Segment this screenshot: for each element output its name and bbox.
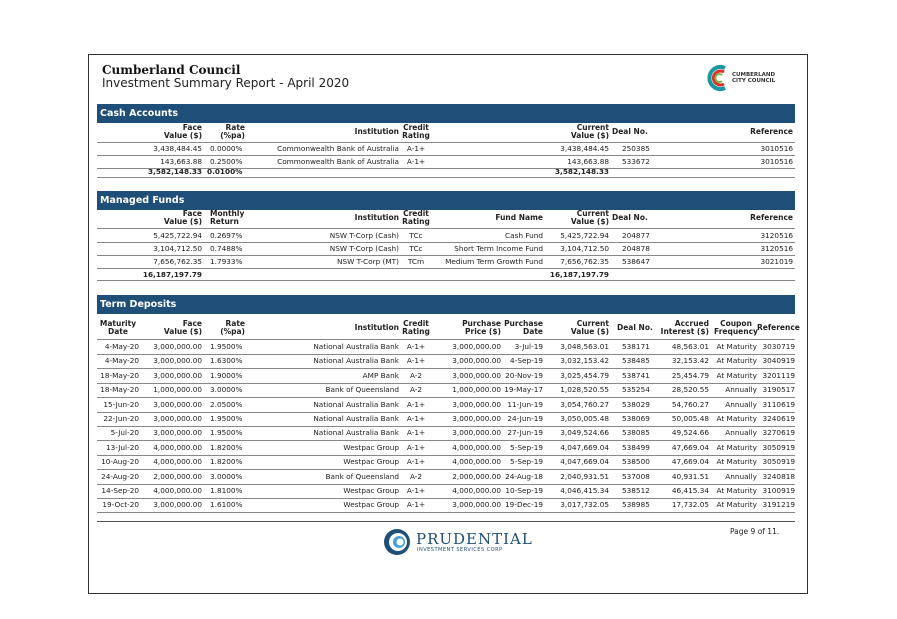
row-divider — [97, 469, 795, 470]
total-current-value: 16,187,197.79 — [549, 270, 609, 279]
rate-cell: 3.0000% — [210, 385, 243, 395]
credit-rating-cell: A-2 — [409, 370, 423, 380]
institution-cell: Bank of Queensland — [325, 471, 399, 481]
institution-cell: Commonwealth Bank of Australia — [277, 144, 399, 153]
purchase-price-cell: 1,000,000.00 — [452, 385, 501, 395]
header-divider — [97, 142, 795, 143]
reference-cell: 3120516 — [760, 231, 793, 240]
current-value-cell: 3,050,005.48 — [560, 414, 609, 423]
accrued-interest-cell: 47,669.04 — [671, 457, 709, 467]
face-value-cell: 4,000,000.00 — [153, 457, 202, 467]
coupon-frequency-cell: Annually — [725, 471, 757, 481]
monthly-return-cell: 1.7933% — [210, 257, 243, 266]
credit-rating-cell: A-1+ — [406, 442, 426, 452]
col-header-deal-no: Deal No. — [612, 213, 648, 222]
coupon-frequency-cell: At Maturity — [716, 342, 757, 351]
col-header-credit-rating: Credit Rating — [402, 319, 430, 336]
reference-cell: 3021019 — [760, 257, 793, 266]
deal-no-cell: 538741 — [622, 370, 650, 380]
col-header-accrued-interest: Accrued Interest ($) — [660, 319, 709, 336]
reference-cell: 3240619 — [762, 414, 795, 423]
credit-rating-cell: A-1+ — [406, 144, 426, 153]
institution-cell: NSW T-Corp (MT) — [336, 257, 399, 266]
purchase-price-cell: 3,000,000.00 — [452, 500, 501, 510]
face-value-cell: 3,000,000.00 — [153, 428, 202, 438]
reference-cell: 3201119 — [762, 370, 795, 380]
maturity-date-cell: 18-May-20 — [100, 370, 139, 380]
total-divider — [97, 177, 795, 178]
purchase-date-cell: 5-Sep-19 — [510, 457, 543, 467]
purchase-price-cell: 4,000,000.00 — [452, 486, 501, 495]
rate-cell: 1.6100% — [210, 500, 243, 510]
col-header-coupon-frequency: Coupon Frequency — [714, 319, 758, 336]
maturity-date-cell: 13-Jul-20 — [105, 442, 139, 452]
current-value-cell: 3,104,712.50 — [560, 244, 609, 253]
row-divider — [97, 368, 795, 369]
face-value-cell: 3,000,000.00 — [153, 356, 202, 366]
current-value-cell: 3,017,732.05 — [560, 500, 609, 510]
monthly-return-cell: 0.7488% — [210, 244, 243, 253]
col-header-deal-no: Deal No. — [617, 323, 653, 332]
deal-no-cell: 537008 — [622, 471, 650, 481]
rate-cell: 1.9000% — [210, 370, 243, 380]
deal-no-cell: 535254 — [622, 385, 650, 395]
row-divider — [97, 242, 795, 243]
col-header-reference: Reference — [750, 127, 793, 136]
council-logo-text: CUMBERLAND CITY COUNCIL — [732, 72, 776, 84]
prudential-brand: PRUDENTIAL — [416, 530, 533, 548]
deal-no-cell: 250385 — [622, 144, 650, 153]
credit-rating-cell: A-2 — [409, 385, 423, 395]
coupon-frequency-cell: At Maturity — [716, 486, 757, 495]
current-value-cell: 1,028,520.55 — [560, 385, 609, 395]
credit-rating-cell: A-1+ — [406, 486, 426, 495]
current-value-cell: 3,025,454.79 — [560, 370, 609, 380]
reference-cell: 3010516 — [760, 144, 793, 153]
col-header-face-value: Face Value ($) — [163, 209, 202, 226]
face-value-cell: 143,663.88 — [160, 157, 202, 166]
current-value-cell: 4,046,415.34 — [560, 486, 609, 495]
col-header-reference: Reference — [757, 323, 800, 332]
institution-cell: Westpac Group — [343, 442, 399, 452]
rate-cell: 0.2500% — [210, 157, 243, 166]
accrued-interest-cell: 54,760.27 — [671, 399, 709, 409]
reference-cell: 3240818 — [762, 471, 795, 481]
face-value-cell: 4,000,000.00 — [153, 442, 202, 452]
col-header-rate: Rate (%pa) — [220, 319, 245, 336]
maturity-date-cell: 14-Sep-20 — [101, 486, 139, 495]
face-value-cell: 3,000,000.00 — [153, 370, 202, 380]
row-divider — [97, 412, 795, 413]
col-header-institution: Institution — [354, 127, 399, 136]
deal-no-cell: 538485 — [622, 356, 650, 366]
face-value-cell: 3,000,000.00 — [153, 399, 202, 409]
reference-cell: 3100919 — [762, 486, 795, 495]
row-divider — [97, 426, 795, 427]
rate-cell: 1.9500% — [210, 414, 243, 423]
row-divider — [97, 397, 795, 398]
face-value-cell: 4,000,000.00 — [153, 486, 202, 495]
coupon-frequency-cell: At Maturity — [716, 370, 757, 380]
deal-no-cell: 538085 — [622, 428, 650, 438]
institution-cell: Bank of Queensland — [325, 385, 399, 395]
credit-rating-cell: A-1+ — [406, 457, 426, 467]
purchase-price-cell: 4,000,000.00 — [452, 457, 501, 467]
col-header-credit-rating: Credit Rating — [402, 209, 430, 226]
row-divider — [97, 268, 795, 269]
page-number: Page 9 of 11. — [730, 527, 780, 536]
current-value-cell: 3,049,524.66 — [560, 428, 609, 438]
rate-cell: 0.0000% — [210, 144, 243, 153]
rate-cell: 1.9500% — [210, 428, 243, 438]
credit-rating-cell: A-1+ — [406, 342, 426, 351]
col-header-purchase-date: Purchase Date — [504, 319, 543, 336]
purchase-date-cell: 27-Jun-19 — [507, 428, 543, 438]
face-value-cell: 3,000,000.00 — [153, 342, 202, 351]
purchase-price-cell: 3,000,000.00 — [452, 414, 501, 423]
credit-rating-cell: A-1+ — [406, 157, 426, 166]
rate-cell: 1.8200% — [210, 442, 243, 452]
deal-no-cell: 538512 — [622, 486, 650, 495]
prudential-brand-sub: INVESTMENT SERVICES CORP — [417, 547, 503, 553]
col-header-current-value: Current Value ($) — [570, 319, 609, 336]
row-divider — [97, 383, 795, 384]
coupon-frequency-cell: Annually — [725, 399, 757, 409]
row-divider — [97, 512, 795, 513]
purchase-price-cell: 3,000,000.00 — [452, 428, 501, 438]
fund-name-cell: Medium Term Growth Fund — [445, 257, 543, 266]
institution-cell: National Australia Bank — [313, 399, 399, 409]
current-value-cell: 3,048,563.01 — [560, 342, 609, 351]
purchase-date-cell: 20-Nov-19 — [505, 370, 543, 380]
council-logo — [705, 63, 785, 97]
col-header-rate: Rate (%pa) — [220, 123, 245, 140]
purchase-price-cell: 3,000,000.00 — [452, 370, 501, 380]
institution-cell: Westpac Group — [343, 457, 399, 467]
current-value-cell: 2,040,931.51 — [560, 471, 609, 481]
accrued-interest-cell: 25,454.79 — [671, 370, 709, 380]
maturity-date-cell: 24-Aug-20 — [101, 471, 139, 481]
accrued-interest-cell: 28,520.55 — [671, 385, 709, 395]
purchase-price-cell: 2,000,000.00 — [452, 471, 501, 481]
credit-rating-cell: TCm — [407, 257, 425, 266]
reference-cell: 3030719 — [762, 342, 795, 351]
deal-no-cell: 533672 — [622, 157, 650, 166]
col-header-fund-name: Fund Name — [495, 213, 543, 222]
institution-cell: AMP Bank — [362, 370, 399, 380]
credit-rating-cell: A-1+ — [406, 500, 426, 510]
reference-cell: 3191219 — [762, 500, 795, 510]
rate-cell: 2.0500% — [210, 399, 243, 409]
purchase-date-cell: 3-Jul-19 — [514, 342, 543, 351]
reference-cell: 3010516 — [760, 157, 793, 166]
institution-cell: National Australia Bank — [313, 428, 399, 438]
credit-rating-cell: A-1+ — [406, 414, 426, 423]
row-divider — [97, 484, 795, 485]
col-header-face-value: Face Value ($) — [163, 319, 202, 336]
col-header-credit-rating: Credit Rating — [402, 123, 430, 140]
purchase-price-cell: 3,000,000.00 — [452, 356, 501, 366]
rate-cell: 3.0000% — [210, 471, 243, 481]
col-header-current-value: Current Value ($) — [570, 123, 609, 140]
current-value-cell: 143,663.88 — [567, 157, 609, 166]
credit-rating-cell: A-1+ — [406, 399, 426, 409]
purchase-date-cell: 24-Jun-19 — [507, 414, 543, 423]
face-value-cell: 3,000,000.00 — [153, 414, 202, 423]
accrued-interest-cell: 32,153.42 — [671, 356, 709, 366]
face-value-cell: 2,000,000.00 — [153, 471, 202, 481]
managed-funds-bar: Managed Funds — [97, 191, 795, 210]
accrued-interest-cell: 40,931.51 — [671, 471, 709, 481]
prudential-logo — [382, 527, 532, 557]
total-divider — [97, 280, 795, 281]
current-value-cell: 3,032,153.42 — [560, 356, 609, 366]
col-header-face-value: Face Value ($) — [163, 123, 202, 140]
institution-cell: National Australia Bank — [313, 356, 399, 366]
rate-cell: 1.8200% — [210, 457, 243, 467]
current-value-cell: 4,047,669.04 — [560, 457, 609, 467]
accrued-interest-cell: 50,005.48 — [671, 414, 709, 423]
institution-cell: NSW T-Corp (Cash) — [329, 231, 399, 240]
institution-cell: National Australia Bank — [313, 414, 399, 423]
accrued-interest-cell: 47,669.04 — [671, 442, 709, 452]
coupon-frequency-cell: At Maturity — [716, 356, 757, 366]
purchase-date-cell: 5-Sep-19 — [510, 442, 543, 452]
face-value-cell: 5,425,722.94 — [153, 231, 202, 240]
deal-no-cell: 204877 — [622, 231, 650, 240]
deal-no-cell: 538985 — [622, 500, 650, 510]
deal-no-cell: 538069 — [622, 414, 650, 423]
reference-cell: 3040919 — [762, 356, 795, 366]
col-header-deal-no: Deal No. — [612, 127, 648, 136]
face-value-cell: 3,104,712.50 — [153, 244, 202, 253]
accrued-interest-cell: 17,732.05 — [671, 500, 709, 510]
institution-cell: Westpac Group — [343, 500, 399, 510]
reference-cell: 3270619 — [762, 428, 795, 438]
purchase-date-cell: 11-Jun-19 — [507, 399, 543, 409]
col-header-purchase-price: Purchase Price ($) — [462, 319, 501, 336]
deal-no-cell: 538500 — [622, 457, 650, 467]
maturity-date-cell: 4-May-20 — [104, 356, 139, 366]
reference-cell: 3120516 — [760, 244, 793, 253]
face-value-cell: 1,000,000.00 — [153, 385, 202, 395]
coupon-frequency-cell: At Maturity — [716, 414, 757, 423]
current-value-cell: 3,054,760.27 — [560, 399, 609, 409]
accrued-interest-cell: 46,415.34 — [671, 486, 709, 495]
credit-rating-cell: TCc — [409, 231, 423, 240]
cash-accounts-bar: Cash Accounts — [97, 104, 795, 123]
purchase-price-cell: 4,000,000.00 — [452, 442, 501, 452]
rate-cell: 1.8100% — [210, 486, 243, 495]
purchase-price-cell: 3,000,000.00 — [452, 342, 501, 351]
row-divider — [97, 255, 795, 256]
credit-rating-cell: A-2 — [409, 471, 423, 481]
council-logo-icon — [705, 63, 731, 93]
purchase-price-cell: 3,000,000.00 — [452, 399, 501, 409]
credit-rating-cell: A-1+ — [406, 428, 426, 438]
coupon-frequency-cell: Annually — [725, 428, 757, 438]
face-value-cell: 3,000,000.00 — [153, 500, 202, 510]
maturity-date-cell: 18-May-20 — [100, 385, 139, 395]
credit-rating-cell: TCc — [409, 244, 423, 253]
fund-name-cell: Short Term Income Fund — [454, 244, 543, 253]
total-current-value: 3,582,148.33 — [554, 167, 609, 176]
coupon-frequency-cell: Annually — [725, 385, 757, 395]
row-divider — [97, 155, 795, 156]
current-value-cell: 4,047,669.04 — [560, 442, 609, 452]
col-header-current-value: Current Value ($) — [570, 209, 609, 226]
reference-cell: 3190517 — [762, 385, 795, 395]
reference-cell: 3110619 — [762, 399, 795, 409]
deal-no-cell: 204878 — [622, 244, 650, 253]
total-face-value: 3,582,148.33 — [147, 167, 202, 176]
col-header-reference: Reference — [750, 213, 793, 222]
monthly-return-cell: 0.2697% — [210, 231, 243, 240]
deal-no-cell: 538647 — [622, 257, 650, 266]
header-divider — [97, 339, 795, 340]
credit-rating-cell: A-1+ — [406, 356, 426, 366]
current-value-cell: 5,425,722.94 — [560, 231, 609, 240]
accrued-interest-cell: 49,524.66 — [671, 428, 709, 438]
reference-cell: 3050919 — [762, 442, 795, 452]
row-divider — [97, 354, 795, 355]
current-value-cell: 7,656,762.35 — [560, 257, 609, 266]
maturity-date-cell: 5-Jul-20 — [110, 428, 139, 438]
purchase-date-cell: 24-Aug-18 — [505, 471, 543, 481]
coupon-frequency-cell: At Maturity — [716, 442, 757, 452]
purchase-date-cell: 4-Sep-19 — [510, 356, 543, 366]
deal-no-cell: 538171 — [622, 342, 650, 351]
deal-no-cell: 538029 — [622, 399, 650, 409]
organisation-name: Cumberland Council — [102, 63, 241, 77]
maturity-date-cell: 15-Jun-20 — [103, 399, 139, 409]
deal-no-cell: 538499 — [622, 442, 650, 452]
prudential-logo-icon — [382, 527, 412, 557]
institution-cell: Westpac Group — [343, 486, 399, 495]
row-divider — [97, 440, 795, 441]
accrued-interest-cell: 48,563.01 — [671, 342, 709, 351]
rate-cell: 1.6300% — [210, 356, 243, 366]
row-divider — [97, 455, 795, 456]
row-divider — [97, 498, 795, 499]
institution-cell: National Australia Bank — [313, 342, 399, 351]
col-header-institution: Institution — [354, 323, 399, 332]
purchase-date-cell: 10-Sep-19 — [505, 486, 543, 495]
report-title: Investment Summary Report - April 2020 — [102, 76, 350, 90]
purchase-date-cell: 19-Dec-19 — [505, 500, 543, 510]
fund-name-cell: Cash Fund — [505, 231, 543, 240]
coupon-frequency-cell: At Maturity — [716, 500, 757, 510]
maturity-date-cell: 4-May-20 — [104, 342, 139, 351]
coupon-frequency-cell: At Maturity — [716, 457, 757, 467]
institution-cell: Commonwealth Bank of Australia — [277, 157, 399, 166]
institution-cell: NSW T-Corp (Cash) — [329, 244, 399, 253]
total-rate: 0.0100% — [207, 167, 243, 176]
rate-cell: 1.9500% — [210, 342, 243, 351]
col-header-institution: Institution — [354, 213, 399, 222]
term-deposits-bar: Term Deposits — [97, 295, 795, 314]
face-value-cell: 7,656,762.35 — [153, 257, 202, 266]
total-face-value: 16,187,197.79 — [142, 270, 202, 279]
current-value-cell: 3,438,484.45 — [560, 144, 609, 153]
reference-cell: 3050919 — [762, 457, 795, 467]
face-value-cell: 3,438,484.45 — [153, 144, 202, 153]
col-header-monthly-return: Monthly Return — [210, 209, 245, 226]
footer-divider — [97, 521, 795, 522]
purchase-date-cell: 19-May-17 — [504, 385, 543, 395]
report-page — [88, 54, 808, 594]
header-divider — [97, 228, 795, 229]
maturity-date-cell: 10-Aug-20 — [101, 457, 139, 467]
col-header-maturity-date: Maturity Date — [99, 319, 137, 336]
maturity-date-cell: 22-Jun-20 — [103, 414, 139, 423]
maturity-date-cell: 19-Oct-20 — [102, 500, 139, 510]
